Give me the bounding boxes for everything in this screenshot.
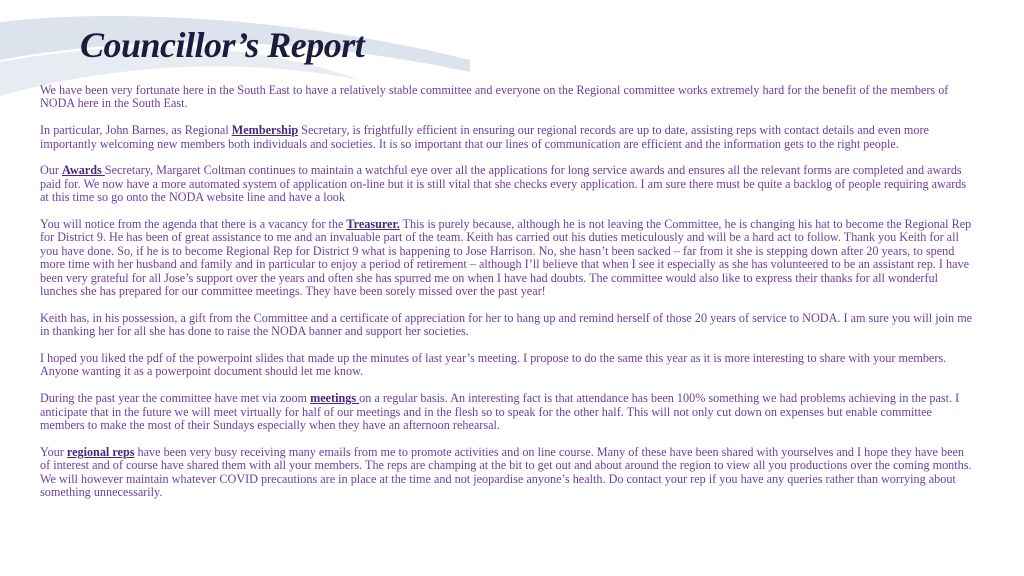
page-title: Councillor’s Report bbox=[80, 25, 365, 65]
membership-link[interactable]: Membership bbox=[231, 123, 299, 138]
paragraph-regional-reps bbox=[40, 446, 975, 500]
paragraph-text: Keith has, in his possession, a gift from the Committee and a certificate of appreciation for her to hang up and remind herself of those 20 years of service to NODA. I am sure you will join me in thanking her for all she has done to raise the NODA banner and support her societies. bbox=[40, 310, 973, 339]
paragraph-text: Secretary, Margaret Coltman continues to maintain a watchful eye over all the applications for long service awards and ensures all the relevant forms are completed and awards paid for. We now have a more automated system of application on-line but it is still vital that she checks every application. I am sure there must be quite a backlog of people requiring awards at this time so go onto the NODA website line and have a look bbox=[40, 163, 967, 205]
paragraph-gift bbox=[40, 312, 975, 339]
meetings-link[interactable]: meetings bbox=[310, 391, 360, 406]
regional-reps-link[interactable]: regional reps bbox=[66, 444, 135, 459]
report-body bbox=[40, 84, 975, 513]
paragraph-meetings bbox=[40, 392, 975, 432]
paragraph-text: We have been very fortunate here in the South East to have a relatively stable committee and everyone on the Regional committee works extremely hard for the benefit of the members of NODA here in the South East. bbox=[40, 83, 949, 111]
paragraph-awards bbox=[40, 164, 975, 204]
paragraph-text: You will notice from the agenda that there is a vacancy for the bbox=[40, 217, 347, 232]
paragraph-text: In particular, John Barnes, as Regional bbox=[40, 123, 232, 138]
paragraph-text: This is purely because, although he is not leaving the Committee, he is changing his hat to become the Regional Rep for District 9. He has been of great assistance to me and an invaluable part of the team. Keith has carried out his duties meticulously and will be a hard act to follow. Thank you Keith for all you have done. So, if he is to become Regional Rep for District 9 what is happening to Jose Harrison. No, she hasn’t been sacked – far from it she is stepping down after 20 years, to spend more time with her husband and family and in particular to enjoy a period of retirement – although I’ll believe that when I see it especially as she has volunteered to be an assistant rep. I have been very grateful for all Jose’s support over the years and often she has spurred me on when I have had doubts. The committee would also like to express their thanks for all wonderful lunches she has prepared for our committee meetings. They have been sorely missed over the past year! bbox=[40, 217, 972, 299]
paragraph-text: I hoped you liked the pdf of the powerpoint slides that made up the minutes of last year’s meeting. I propose to do the same this year as it is more interesting to share with your members. Anyone wanting it as a powerpoint document should let me know. bbox=[40, 351, 947, 379]
awards-link[interactable]: Awards bbox=[62, 163, 105, 178]
treasurer-link[interactable]: Treasurer. bbox=[346, 217, 400, 232]
paragraph-treasurer bbox=[40, 218, 975, 298]
paragraph-text: Our bbox=[40, 163, 63, 178]
paragraph-membership bbox=[40, 124, 975, 151]
paragraph-text: Secretary, is frightfully efficient in ensuring our regional records are up to date, assisting reps with contact details and even more importantly welcoming new members both individuals and societies. It is so important that our lines of communication are efficient and the information gets to the right people. bbox=[40, 123, 929, 151]
paragraph-slides bbox=[40, 352, 975, 379]
paragraph-text: Your bbox=[40, 444, 67, 459]
paragraph-text: During the past year the committee have met via zoom bbox=[40, 391, 311, 406]
paragraph-intro bbox=[40, 84, 975, 111]
paragraph-text: on a regular basis. An interesting fact is that attendance has been 100% something we had problems achieving in the past. I anticipate that in the future we will meet virtually for half of our meetings and in the flesh so to speak for the other half. This will not only cut down on expenses but enable committee members to make the most of their Sundays especially when they have an afternoon rehearsal. bbox=[40, 391, 960, 433]
paragraph-text: have been very busy receiving many emails from me to promote activities and on line course. Many of these have been shared with yourselves and I hope they have been of interest and of course have shared them with all your members. The reps are champing at the bit to get out and about around the region to view all you productions over the coming months. We will however maintain whatever COVID precautions are in place at the time and not jeopardise anyone’s health. Do contact your rep if you have any queries rather than worrying about something unnecessarily. bbox=[40, 444, 972, 500]
